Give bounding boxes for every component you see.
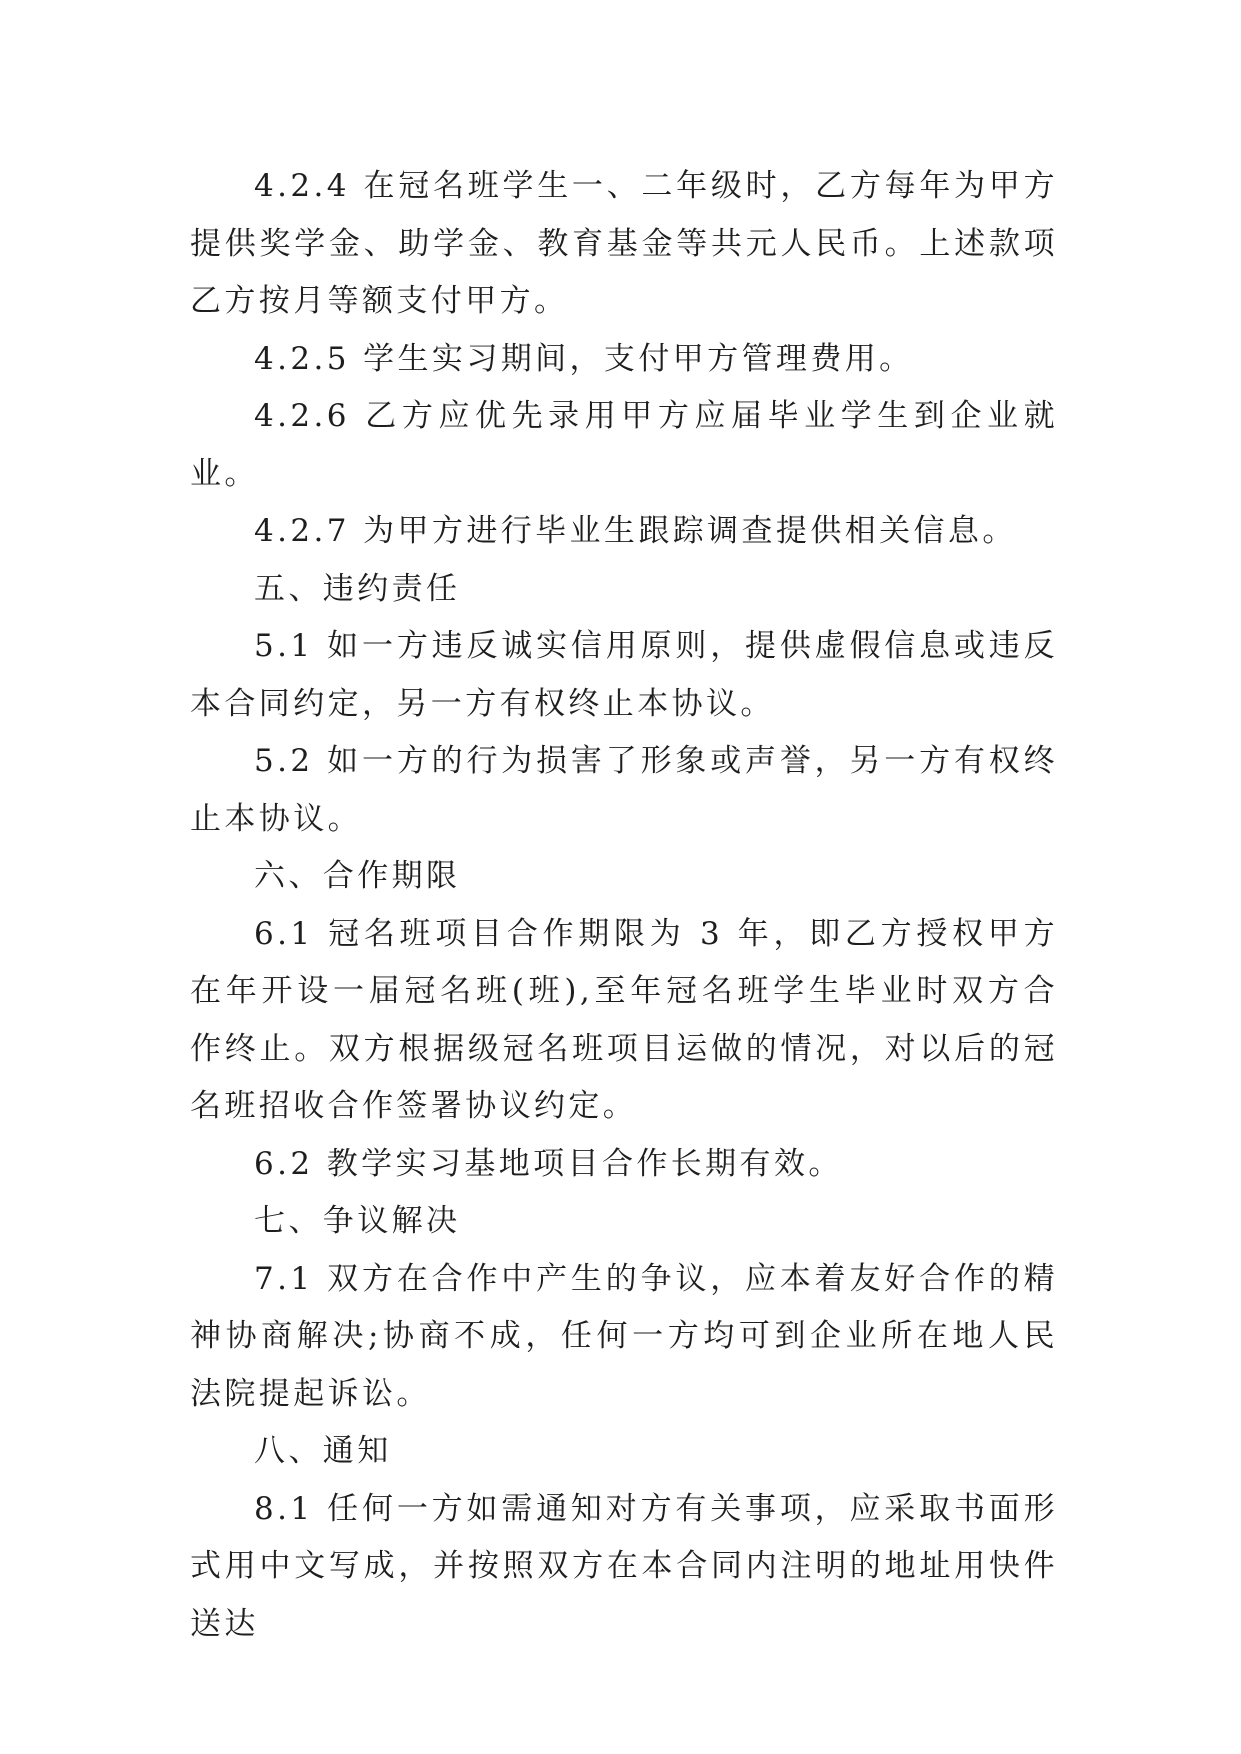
clause-6-1: 6.1 冠名班项目合作期限为 3 年，即乙方授权甲方在年开设一届冠名班(班),至年冠名班学生毕业时双方合作终止。双方根据级冠名班项目运做的情况，对以后的冠名班招收合作签署协议约定。 <box>190 915 1058 1124</box>
clause-8-1: 8.1 任何一方如需通知对方有关事项，应采取书面形式用中文写成，并按照双方在本合同内注明的地址用快件送达 <box>190 1490 1058 1642</box>
clause-7-1: 7.1 双方在合作中产生的争议，应本着友好合作的精神协商解决;协商不成，任何一方均可到企业所在地人民法院提起诉讼。 <box>190 1260 1058 1412</box>
section-heading-6: 六、合作期限 <box>254 858 461 894</box>
clause-4-2-5: 4.2.5 学生实习期间，支付甲方管理费用。 <box>254 340 914 377</box>
section-heading-8: 八、通知 <box>254 1433 392 1469</box>
clause-5-1: 5.1 如一方违反诚实信用原则，提供虚假信息或违反本合同约定，另一方有权终止本协议。 <box>190 628 1058 722</box>
section-heading-7: 七、争议解决 <box>254 1203 461 1239</box>
clause-6-2: 6.2 教学实习基地项目合作长期有效。 <box>254 1145 843 1182</box>
clause-4-2-4: 4.2.4 在冠名班学生一、二年级时，乙方每年为甲方提供奖学金、助学金、教育基金等共元人民币。上述款项乙方按月等额支付甲方。 <box>190 168 1058 319</box>
section-heading-5: 五、违约责任 <box>254 570 461 607</box>
clause-5-2: 5.2 如一方的行为损害了形象或声誉，另一方有权终止本协议。 <box>190 743 1058 837</box>
clause-4-2-7: 4.2.7 为甲方进行毕业生跟踪调查提供相关信息。 <box>254 513 1017 549</box>
clause-4-2-6: 4.2.6 乙方应优先录用甲方应届毕业学生到企业就业。 <box>190 398 1058 492</box>
document-body <box>190 158 1058 1653</box>
